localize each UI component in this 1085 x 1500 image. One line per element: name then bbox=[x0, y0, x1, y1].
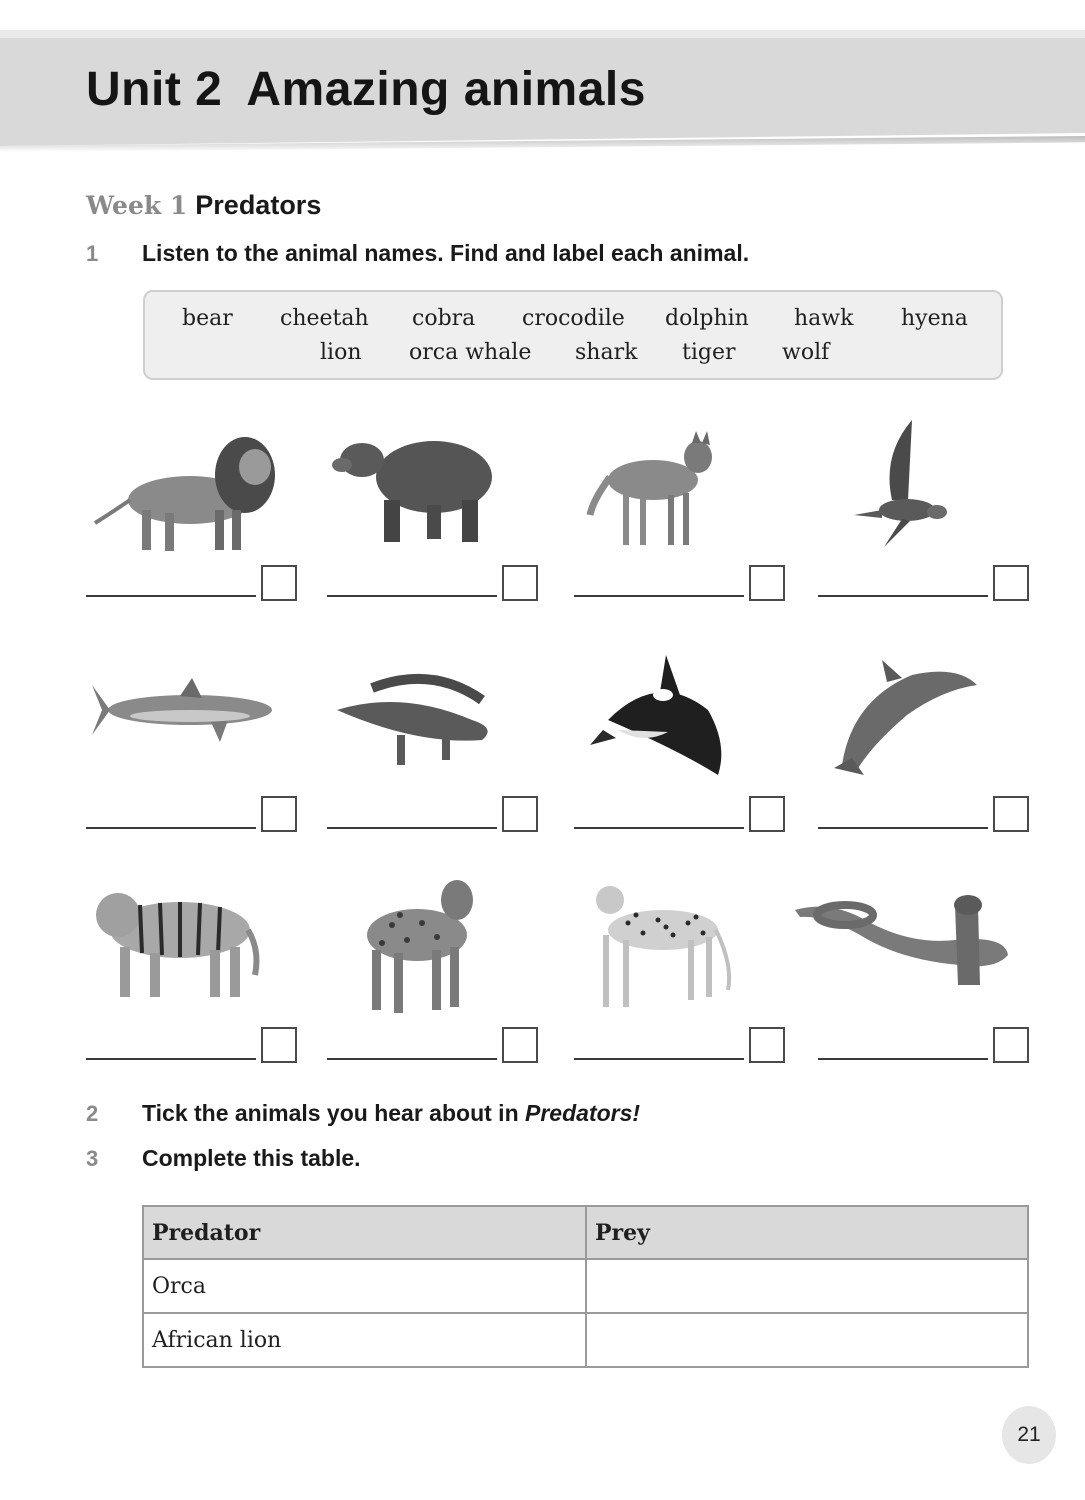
cheetah-photo bbox=[568, 875, 783, 1015]
answer-line[interactable] bbox=[327, 1058, 497, 1060]
question-3-number: 3 bbox=[86, 1146, 99, 1171]
crocodile-photo bbox=[322, 650, 537, 790]
predator-cell: Orca bbox=[143, 1259, 586, 1313]
word-bank-item: cheetah bbox=[280, 306, 369, 331]
word-bank-item: orca whale bbox=[409, 340, 532, 365]
word-bank-item: hyena bbox=[901, 306, 968, 331]
prey-column-header: Prey bbox=[586, 1206, 1028, 1259]
question-2-number: 2 bbox=[86, 1101, 99, 1126]
tick-box[interactable] bbox=[502, 796, 538, 832]
answer-line[interactable] bbox=[86, 595, 256, 597]
predator-column-header: Predator bbox=[143, 1206, 586, 1259]
orca-whale-photo bbox=[568, 650, 783, 790]
word-bank-item: crocodile bbox=[522, 306, 625, 331]
page-number: 21 bbox=[1002, 1406, 1056, 1464]
word-bank-item: wolf bbox=[782, 340, 830, 365]
word-bank-item: cobra bbox=[412, 306, 476, 331]
answer-line[interactable] bbox=[818, 827, 988, 829]
tick-box[interactable] bbox=[749, 1027, 785, 1063]
answer-line[interactable] bbox=[327, 827, 497, 829]
answer-line[interactable] bbox=[86, 827, 256, 829]
week-heading bbox=[86, 190, 321, 221]
tick-box[interactable] bbox=[993, 1027, 1029, 1063]
unit-name: Amazing animals bbox=[246, 63, 646, 116]
unit-number: Unit 2 bbox=[86, 63, 223, 116]
word-bank-item: bear bbox=[182, 306, 233, 331]
word-bank-item: dolphin bbox=[665, 306, 749, 331]
week-topic: Predators bbox=[195, 190, 322, 220]
prey-cell[interactable] bbox=[586, 1313, 1028, 1367]
tick-box[interactable] bbox=[993, 565, 1029, 601]
prey-cell[interactable] bbox=[586, 1259, 1028, 1313]
question-2-text-plain: Tick the animals you hear about in bbox=[142, 1100, 526, 1126]
word-bank-item: hawk bbox=[794, 306, 854, 331]
predator-prey-table bbox=[142, 1205, 1029, 1368]
question-1-text: Listen to the animal names. Find and label each animal. bbox=[142, 240, 750, 266]
dolphin-photo bbox=[812, 650, 1027, 790]
word-bank-item: lion bbox=[320, 340, 362, 365]
answer-line[interactable] bbox=[818, 1058, 988, 1060]
question-2-text bbox=[142, 1100, 640, 1127]
answer-line[interactable] bbox=[818, 595, 988, 597]
tick-box[interactable] bbox=[749, 796, 785, 832]
question-2-text-italic: Predators! bbox=[525, 1100, 641, 1126]
answer-line[interactable] bbox=[574, 827, 744, 829]
tick-box[interactable] bbox=[502, 1027, 538, 1063]
tick-box[interactable] bbox=[993, 796, 1029, 832]
question-1-number: 1 bbox=[86, 241, 99, 266]
unit-title bbox=[86, 62, 646, 117]
header-stripe bbox=[0, 30, 1085, 38]
answer-line[interactable] bbox=[574, 595, 744, 597]
tiger-photo bbox=[80, 875, 295, 1015]
tick-box[interactable] bbox=[261, 796, 297, 832]
week-label: Week 1 bbox=[86, 191, 188, 220]
shark-photo bbox=[80, 650, 295, 790]
wolf-photo bbox=[568, 415, 783, 555]
answer-line[interactable] bbox=[327, 595, 497, 597]
table-row bbox=[143, 1313, 1028, 1367]
hyena-photo bbox=[322, 875, 537, 1015]
cobra-photo bbox=[790, 875, 1025, 1015]
answer-line[interactable] bbox=[574, 1058, 744, 1060]
tick-box[interactable] bbox=[261, 565, 297, 601]
tick-box[interactable] bbox=[502, 565, 538, 601]
predator-cell: African lion bbox=[143, 1313, 586, 1367]
word-bank bbox=[143, 290, 1003, 380]
lion-photo bbox=[80, 415, 295, 555]
bear-photo bbox=[322, 415, 537, 555]
table-header-row bbox=[143, 1206, 1028, 1259]
question-3-text: Complete this table. bbox=[142, 1145, 361, 1171]
hawk-photo bbox=[812, 415, 1027, 555]
tick-box[interactable] bbox=[261, 1027, 297, 1063]
tick-box[interactable] bbox=[749, 565, 785, 601]
answer-line[interactable] bbox=[86, 1058, 256, 1060]
word-bank-item: shark bbox=[575, 340, 638, 365]
word-bank-item: tiger bbox=[682, 340, 736, 365]
table-row bbox=[143, 1259, 1028, 1313]
